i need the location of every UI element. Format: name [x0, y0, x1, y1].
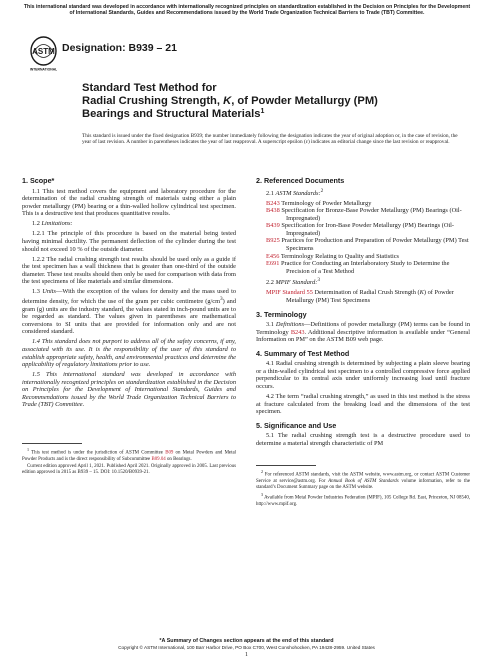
- section-heading-referenced: 2. Referenced Documents: [256, 176, 345, 185]
- ref-title: Terminology of Powder Metallurgy: [279, 199, 372, 207]
- para-1-5: 1.5 This international standard was developed in accordance with internationally recognized principles on standardization established in the Decision on Principles for the Development of International Standards, Guides and Recommendations issued by the World Trade Organization Technical Barriers to Trade (TBT) Committee.: [22, 371, 236, 409]
- top-notice: This international standard was developed in accordance with internationally recognized principles on standardization established in the Decision on Principles for the Development of International Standards, Guides and Recommendations issued by the World Trade Organization Technical Barriers to Trade (TBT) Committee.: [23, 4, 471, 17]
- section-heading-terminology: 3. Terminology: [256, 309, 307, 319]
- title-line-2: Radial Crushing Strength, K, of Powder Metallurgy (PM): [82, 95, 378, 108]
- ref-code[interactable]: E691: [266, 260, 280, 268]
- right-column: [256, 176, 470, 509]
- reference-item-mpif[interactable]: MPIF Standard 55 Determination of Radial Crush Strength (K) of Powder Metallurgy (PM) Test Specimens: [266, 289, 454, 305]
- link-b09[interactable]: B09: [165, 450, 174, 456]
- title-line-3: Bearings and Structural Materials$^1$: [82, 108, 265, 121]
- para-1-2-1: 1.2.1 The principle of this procedure is based on the material being tested having minimal ductility. The permanent deflection of the cylinder during the test should not exceed 10 % of the outside diameter.: [22, 230, 236, 253]
- link-b09-04[interactable]: B09.04: [151, 456, 166, 462]
- page-number: 1: [245, 652, 248, 658]
- ref-code[interactable]: B925: [266, 237, 280, 245]
- para-1-2-2: 1.2.2 The radial crushing strength test results should be used only as a guide if the test specimen has a wall thickness that is greater than one-third of the outside diameter. These test results should then only be used for comparison with data from the test specimens of like materials and similar dimensions.: [22, 255, 236, 286]
- para-5-1: 5.1 The radial crushing strength test is a destructive procedure used to determine a material strength characteristic of PM: [256, 432, 470, 447]
- document-title: [82, 82, 462, 122]
- ref-title: Practice for Conducting an Interlaboratory Study to Determine the Precision of a Test Method: [279, 260, 450, 275]
- para-4-1: 4.1 Radial crushing strength is determined by subjecting a plain sleeve bearing or a thin-walled cylindrical test specimen to a controlled compressive force applied perpendicular to its central axis under uniformly increasing load until fracture occurs.: [256, 360, 470, 390]
- ref-code[interactable]: B438: [266, 207, 280, 215]
- section-heading-significance: 5. Significance and Use: [256, 420, 337, 430]
- para-2-1: 2.1 ASTM Standards:$^2$: [266, 187, 324, 197]
- reference-item[interactable]: [256, 260, 470, 275]
- para-1-3: 1.3 Units—With the exception of the values for density and the mass used to determine density, for which the use of the gram per cubic centimetre $(g/cm^3)$ and gram (g) units are the industry standard, the values stated in inch-pound units are to be regarded as standard. The values given in parentheses are mathematical conversions to SI units that are provided for information only and are not considered standard.: [22, 288, 237, 336]
- para-1-4: 1.4 This standard does not purport to address all of the safety concerns, if any, associated with its use. It is the responsibility of the user of this standard to establish appropriate safety, health, and environmental practices and determine the applicability of regulatory limitations prior to use.: [22, 338, 236, 369]
- svg-text:ASTM: ASTM: [32, 47, 55, 56]
- para-4-2: 4.2 The term “radial crushing strength,” as used in this test method is the stress at fracture calculated from the breaking load and the dimensions of the test specimen.: [256, 392, 470, 416]
- para-1-1: 1.1 This test method covers the equipment and laboratory procedure for the determination of the radial crushing strength of materials using either a plain powder metallurgy (PM) bearing or a thin-walled hollow cylindrical test specimen. This is a destructive test that produces quantitative results.: [22, 187, 236, 218]
- footnote-3: $^3$ Available from Metal Powder Industries Federation (MPIF), 105 College Rd. East, Princeton, NJ 08540, http://www.mpif.org.: [256, 492, 470, 507]
- footnotes-left: [22, 447, 236, 476]
- footnote-edition: Current edition approved April 1, 2021. Published April 2021. Originally approved in 2005. Last previous edition approved in 2015 as B939 – 15. DOI: 10.1520/B0939-21.: [22, 463, 236, 475]
- reference-item[interactable]: [256, 237, 470, 252]
- title-line-1: Standard Test Method for: [82, 82, 217, 94]
- section-heading-summary: 4. Summary of Test Method: [256, 348, 350, 358]
- designation-note: This standard is issued under the fixed designation B939; the number immediately following the designation indicates the year of original adoption or, in the case of revision, the year of last revision. A number in parentheses indicates the year of last reapproval. A superscript epsilon (ε) indicates an editorial change since the last revision or reapproval.: [82, 133, 458, 146]
- copyright-line: Copyright © ASTM International, 100 Barr Harbor Drive, PO Box C700, West Conshohocken, PA 19428-2959. United States: [118, 645, 375, 650]
- footnote-divider: [22, 443, 82, 444]
- para-1-2: 1.2 Limitations:: [32, 220, 73, 228]
- summary-of-changes-notice: *A Summary of Changes section appears at the end of this standard: [159, 638, 334, 644]
- footnotes-right: [256, 469, 470, 507]
- section-heading-scope: 1. Scope*: [22, 176, 55, 185]
- reference-item[interactable]: [256, 253, 470, 261]
- footnote-divider-right: [256, 465, 316, 466]
- reference-item[interactable]: [256, 207, 470, 222]
- reference-item[interactable]: [256, 222, 470, 237]
- para-3-1: 3.1 Definitions—Definitions of powder metallurgy (PM) terms can be found in Terminology B243. Additional descriptive information is available under “General Information on PM” on the ASTM B09 web page.: [256, 321, 471, 344]
- footnote-1: $^1$ This test method is under the jurisdiction of ASTM Committee B09 on Metal Powders and Metal Powder Products and is the direct responsibility of Subcommittee B09.04 on Bearings.: [22, 446, 236, 462]
- link-b243[interactable]: B243: [290, 328, 305, 336]
- ref-code[interactable]: E456: [266, 252, 280, 260]
- ref-title: Practices for Production and Preparation of Powder Metallurgy (PM) Test Specimens: [279, 237, 469, 253]
- ref-code[interactable]: B439: [266, 222, 280, 230]
- ref-title: Specification for Bronze-Base Powder Metallurgy (PM) Bearings (Oil-Impregnated): [279, 207, 462, 222]
- reference-item[interactable]: [256, 200, 470, 208]
- para-2-2: 2.2 MPIF Standard:$^3$: [266, 277, 321, 287]
- ref-title: Specification for Iron-Base Powder Metallurgy (PM) Bearings (Oil-Impregnated): [279, 222, 455, 237]
- footnote-2: $^2$ For referenced ASTM standards, visit the ASTM website, www.astm.org, or contact ASTM Customer Service at service@astm.org. For Annual Book of ASTM Standards volume information, refer to the standard’s Document Summary page on the ASTM website.: [256, 469, 471, 490]
- astm-logo: [30, 36, 57, 72]
- svg-text:INTERNATIONAL: INTERNATIONAL: [30, 67, 57, 72]
- ref-code[interactable]: B243: [266, 199, 280, 207]
- reference-list: [256, 200, 470, 275]
- ref-code-mpif[interactable]: MPIF Standard 55: [266, 289, 313, 297]
- left-column: [22, 176, 236, 477]
- ref-title: Terminology Relating to Quality and Statistics: [279, 252, 400, 260]
- designation: Designation: B939 – 21: [62, 42, 177, 54]
